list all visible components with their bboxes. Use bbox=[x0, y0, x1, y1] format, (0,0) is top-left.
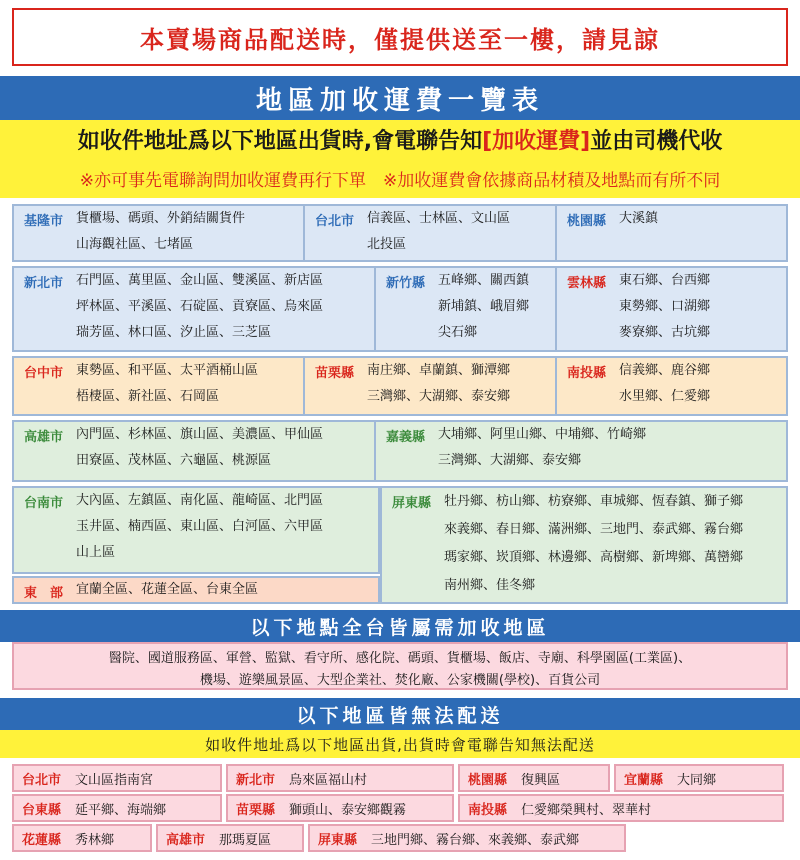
region-areas bbox=[619, 206, 786, 260]
region-name: 基隆市 bbox=[24, 214, 64, 229]
region-miaoli bbox=[303, 358, 555, 414]
region-yunlin bbox=[555, 268, 786, 350]
no-delivery-region: 高雄市 bbox=[166, 832, 206, 848]
region-area-line: 大內區、左鎮區、南化區、龍崎區、北門區 bbox=[76, 493, 324, 508]
no-delivery-areas: 秀林鄉 bbox=[75, 832, 115, 848]
surcharge-prefix: 如收件地址爲以下地區出貨時,會電聯告知 bbox=[77, 128, 483, 154]
region-areas bbox=[76, 206, 303, 260]
region-name: 新竹縣 bbox=[386, 276, 426, 291]
region-name: 嘉義縣 bbox=[386, 430, 426, 445]
region-area-line: 梧棲區、新社區、石岡區 bbox=[76, 389, 220, 404]
region-area-line: 瑪家鄉、崁頂鄉、林邊鄉、高樹鄉、新埤鄉、萬巒鄉 bbox=[444, 550, 744, 565]
islandwide-banner: 以下地點全台皆屬需加收地區 bbox=[0, 610, 800, 642]
surcharge-line bbox=[0, 120, 800, 158]
region-areas bbox=[76, 268, 374, 350]
region-name: 台中市 bbox=[24, 366, 64, 381]
no-delivery-cell bbox=[226, 794, 454, 822]
no-delivery-cell bbox=[12, 794, 222, 822]
no-delivery-areas: 仁愛鄉榮興村、翠華村 bbox=[521, 802, 652, 818]
region-taichung bbox=[14, 358, 303, 414]
delivery-notice-text: 本賣場商品配送時，僅提供送至一樓，請見諒 bbox=[140, 25, 660, 54]
no-delivery-areas: 獅頭山、泰安鄉觀霧 bbox=[289, 802, 407, 818]
region-name: 苗栗縣 bbox=[315, 366, 355, 381]
region-pingtung-block bbox=[380, 486, 788, 604]
region-areas bbox=[76, 358, 303, 414]
region-hsinchu bbox=[374, 268, 555, 350]
no-delivery-row bbox=[12, 764, 788, 792]
no-delivery-notice: 如收件地址爲以下地區出貨,出貨時會電聯告知無法配送 bbox=[0, 730, 800, 758]
islandwide-line: 醫院、國道服務區、軍營、監獄、看守所、感化院、碼頭、貨櫃場、飯店、寺廟、科學園區(工業區)、 bbox=[108, 651, 692, 666]
surcharge-suffix: 並由司機代收 bbox=[590, 128, 723, 154]
no-delivery-region: 苗栗縣 bbox=[236, 802, 276, 818]
no-delivery-row bbox=[12, 794, 788, 822]
region-areas bbox=[76, 578, 378, 602]
region-area-line: 尖石鄉 bbox=[438, 325, 478, 340]
region-area-line: 大溪鎮 bbox=[619, 211, 659, 226]
region-area-line: 山上區 bbox=[76, 545, 116, 560]
region-area-line: 三灣鄉、大湖鄉、泰安鄉 bbox=[438, 453, 582, 468]
no-delivery-banner: 以下地區皆無法配送 bbox=[0, 698, 800, 730]
no-delivery-region: 南投縣 bbox=[468, 802, 508, 818]
region-areas bbox=[76, 488, 378, 572]
no-delivery-areas: 三地門鄉、霧台鄉、來義鄉、泰武鄉 bbox=[371, 832, 580, 848]
region-area-line: 田寮區、茂林區、六龜區、桃源區 bbox=[76, 453, 272, 468]
region-area-line: 貨櫃場、碼頭、外銷結關貨件 bbox=[76, 211, 246, 226]
no-delivery-table bbox=[12, 762, 788, 854]
region-east-block bbox=[12, 576, 380, 604]
no-delivery-region: 台東縣 bbox=[22, 802, 62, 818]
region-kaohsiung bbox=[14, 422, 374, 480]
surcharge-highlight: [加收運費] bbox=[482, 128, 591, 154]
region-name: 台南市 bbox=[24, 496, 64, 511]
no-delivery-cell bbox=[12, 764, 222, 792]
region-name: 高雄市 bbox=[24, 430, 64, 445]
region-name: 台北市 bbox=[315, 214, 355, 229]
region-area-line: 北投區 bbox=[367, 237, 407, 252]
islandwide-line: 機場、遊樂風景區、大型企業社、焚化廠、公家機關(學校)、百貨公司 bbox=[199, 673, 601, 688]
region-name: 東 部 bbox=[24, 586, 64, 601]
region-area-line: 坪林區、平溪區、石碇區、貢寮區、烏來區 bbox=[76, 299, 324, 314]
region-name: 雲林縣 bbox=[567, 276, 607, 291]
no-delivery-row bbox=[12, 824, 788, 852]
no-delivery-cell bbox=[614, 764, 784, 792]
region-area-line: 石門區、萬里區、金山區、雙溪區、新店區 bbox=[76, 273, 324, 288]
region-area-line: 麥寮鄉、古坑鄉 bbox=[619, 325, 711, 340]
region-chiayi bbox=[374, 422, 786, 480]
no-delivery-cell bbox=[308, 824, 626, 852]
region-keelung bbox=[14, 206, 303, 260]
no-delivery-areas: 烏來區福山村 bbox=[289, 772, 368, 788]
region-area-line: 信義區、士林區、文山區 bbox=[367, 211, 511, 226]
region-area-line: 東勢區、和平區、太平酒桶山區 bbox=[76, 363, 259, 378]
region-newtaipei bbox=[14, 268, 374, 350]
no-delivery-cell bbox=[458, 764, 610, 792]
region-areas bbox=[76, 422, 374, 480]
no-delivery-cell bbox=[226, 764, 454, 792]
no-delivery-cell bbox=[156, 824, 304, 852]
no-delivery-areas: 那瑪夏區 bbox=[219, 832, 272, 848]
region-areas bbox=[444, 488, 786, 602]
region-nantou bbox=[555, 358, 786, 414]
region-area-line: 水里鄉、仁愛鄉 bbox=[619, 389, 711, 404]
no-delivery-cell bbox=[458, 794, 784, 822]
region-areas bbox=[619, 268, 786, 350]
surcharge-remark: ※亦可事先電聯詢問加收運費再行下單 ※加收運費會依據商品材積及地點而有所不同 bbox=[0, 158, 800, 198]
region-taoyuan bbox=[555, 206, 786, 260]
region-row-central bbox=[12, 356, 788, 416]
no-delivery-cell bbox=[12, 824, 152, 852]
region-areas bbox=[367, 206, 555, 260]
no-delivery-region: 屏東縣 bbox=[318, 832, 358, 848]
region-area-line: 玉井區、楠西區、東山區、白河區、六甲區 bbox=[76, 519, 324, 534]
region-pingtung bbox=[380, 488, 786, 602]
region-tainan-block bbox=[12, 486, 380, 574]
region-area-line: 山海觀社區、七堵區 bbox=[76, 237, 194, 252]
no-delivery-region: 台北市 bbox=[22, 772, 62, 788]
region-area-line: 三灣鄉、大湖鄉、泰安鄉 bbox=[367, 389, 511, 404]
no-delivery-areas: 文山區指南宮 bbox=[75, 772, 154, 788]
delivery-notice-box bbox=[12, 8, 788, 66]
surcharge-region-table bbox=[12, 204, 788, 604]
region-areas bbox=[438, 422, 786, 480]
region-area-line: 信義鄉、鹿谷鄉 bbox=[619, 363, 711, 378]
region-row-north bbox=[12, 204, 788, 262]
region-area-line: 大埔鄉、阿里山鄉、中埔鄉、竹崎鄉 bbox=[438, 427, 647, 442]
region-name: 桃園縣 bbox=[567, 214, 607, 229]
region-areas bbox=[438, 268, 555, 350]
main-title-banner: 地區加收運費一覽表 bbox=[0, 76, 800, 120]
region-east bbox=[14, 578, 378, 602]
region-name: 屏東縣 bbox=[392, 496, 432, 511]
no-delivery-region: 花蓮縣 bbox=[22, 832, 62, 848]
no-delivery-areas: 大同鄉 bbox=[677, 772, 717, 788]
no-delivery-region: 新北市 bbox=[236, 772, 276, 788]
region-area-line: 五峰鄉、關西鎮 bbox=[438, 273, 530, 288]
region-area-line: 來義鄉、春日鄉、滿洲鄉、三地門、泰武鄉、霧台鄉 bbox=[444, 522, 744, 537]
region-area-line: 東勢鄉、口湖鄉 bbox=[619, 299, 711, 314]
region-area-line: 瑞芳區、林口區、汐止區、三芝區 bbox=[76, 325, 272, 340]
region-area-line: 宜蘭全區、花蓮全區、台東全區 bbox=[76, 582, 259, 597]
region-area-line: 內門區、杉林區、旗山區、美濃區、甲仙區 bbox=[76, 427, 324, 442]
region-area-line: 東石鄉、台西鄉 bbox=[619, 273, 711, 288]
islandwide-box bbox=[12, 642, 788, 690]
region-row-newtaipei bbox=[12, 266, 788, 352]
region-area-line: 牡丹鄉、枋山鄉、枋寮鄉、車城鄉、恆春鎮、獅子鄉 bbox=[444, 494, 744, 509]
region-name: 新北市 bbox=[24, 276, 64, 291]
region-area-line: 新埔鎮、峨眉鄉 bbox=[438, 299, 530, 314]
region-row-kaohsiung bbox=[12, 420, 788, 482]
region-area-line: 南州鄉、佳冬鄉 bbox=[444, 578, 536, 593]
region-area-line: 南庄鄉、卓蘭鎮、獅潭鄉 bbox=[367, 363, 511, 378]
region-areas bbox=[619, 358, 786, 414]
region-name: 南投縣 bbox=[567, 366, 607, 381]
no-delivery-region: 宜蘭縣 bbox=[624, 772, 664, 788]
no-delivery-areas: 延平鄉、海端鄉 bbox=[75, 802, 167, 818]
region-taipei bbox=[303, 206, 555, 260]
no-delivery-region: 桃園縣 bbox=[468, 772, 508, 788]
no-delivery-areas: 復興區 bbox=[521, 772, 561, 788]
region-tainan bbox=[14, 488, 378, 572]
region-areas bbox=[367, 358, 555, 414]
